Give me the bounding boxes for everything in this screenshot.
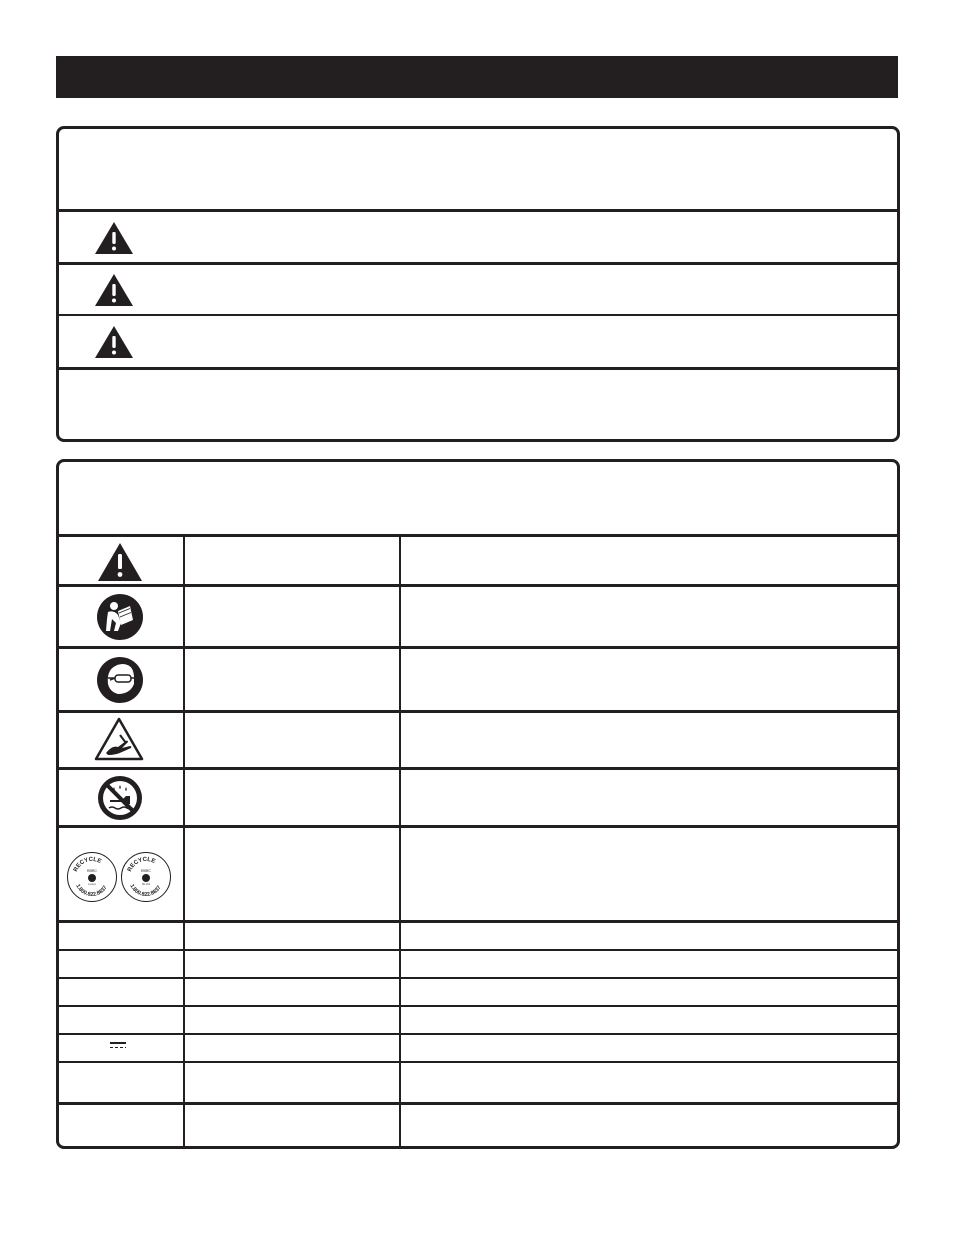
column-divider bbox=[183, 536, 185, 1146]
recycle-word: RECYCLE bbox=[127, 856, 157, 873]
divider bbox=[59, 1102, 897, 1105]
recycle-phone: 1.800.822.8837 bbox=[128, 883, 163, 899]
divider bbox=[59, 825, 897, 828]
warning-triangle-icon bbox=[94, 325, 134, 359]
recycle-word: RECYCLE bbox=[73, 856, 103, 873]
signal-row bbox=[59, 265, 897, 315]
recycle-chemistry: Ni-Cd bbox=[142, 882, 150, 886]
recycle-org: RBRC bbox=[87, 869, 97, 873]
divider bbox=[59, 584, 897, 587]
recycle-seal-icon bbox=[67, 852, 117, 902]
signal-row bbox=[59, 212, 897, 262]
eye-protection-icon bbox=[96, 656, 144, 704]
recycle-org: RBRC bbox=[141, 869, 151, 873]
divider bbox=[59, 1005, 897, 1007]
recycle-chemistry: Li-ion bbox=[88, 882, 96, 886]
signal-words-box bbox=[56, 126, 900, 442]
divider bbox=[59, 977, 897, 979]
recycle-phone: 1.800.822.8837 bbox=[74, 883, 109, 899]
divider bbox=[59, 1033, 897, 1035]
read-manual-icon bbox=[96, 593, 144, 641]
cut-hazard-icon bbox=[94, 717, 144, 761]
column-divider bbox=[399, 536, 401, 1146]
divider bbox=[59, 367, 897, 370]
divider bbox=[59, 710, 897, 713]
divider bbox=[59, 767, 897, 770]
divider bbox=[59, 646, 897, 649]
wet-conditions-icon bbox=[96, 775, 144, 821]
divider bbox=[59, 949, 897, 951]
divider bbox=[59, 920, 897, 923]
symbols-table bbox=[56, 459, 900, 1149]
safety-alert-icon bbox=[97, 542, 143, 582]
signal-row bbox=[59, 316, 897, 367]
section-header-bar bbox=[56, 56, 898, 98]
recycle-seal-icon bbox=[121, 852, 171, 902]
warning-triangle-icon bbox=[94, 273, 134, 307]
warning-triangle-icon bbox=[94, 221, 134, 255]
direct-current-icon bbox=[110, 1042, 126, 1048]
divider bbox=[59, 534, 897, 537]
divider bbox=[59, 1061, 897, 1063]
